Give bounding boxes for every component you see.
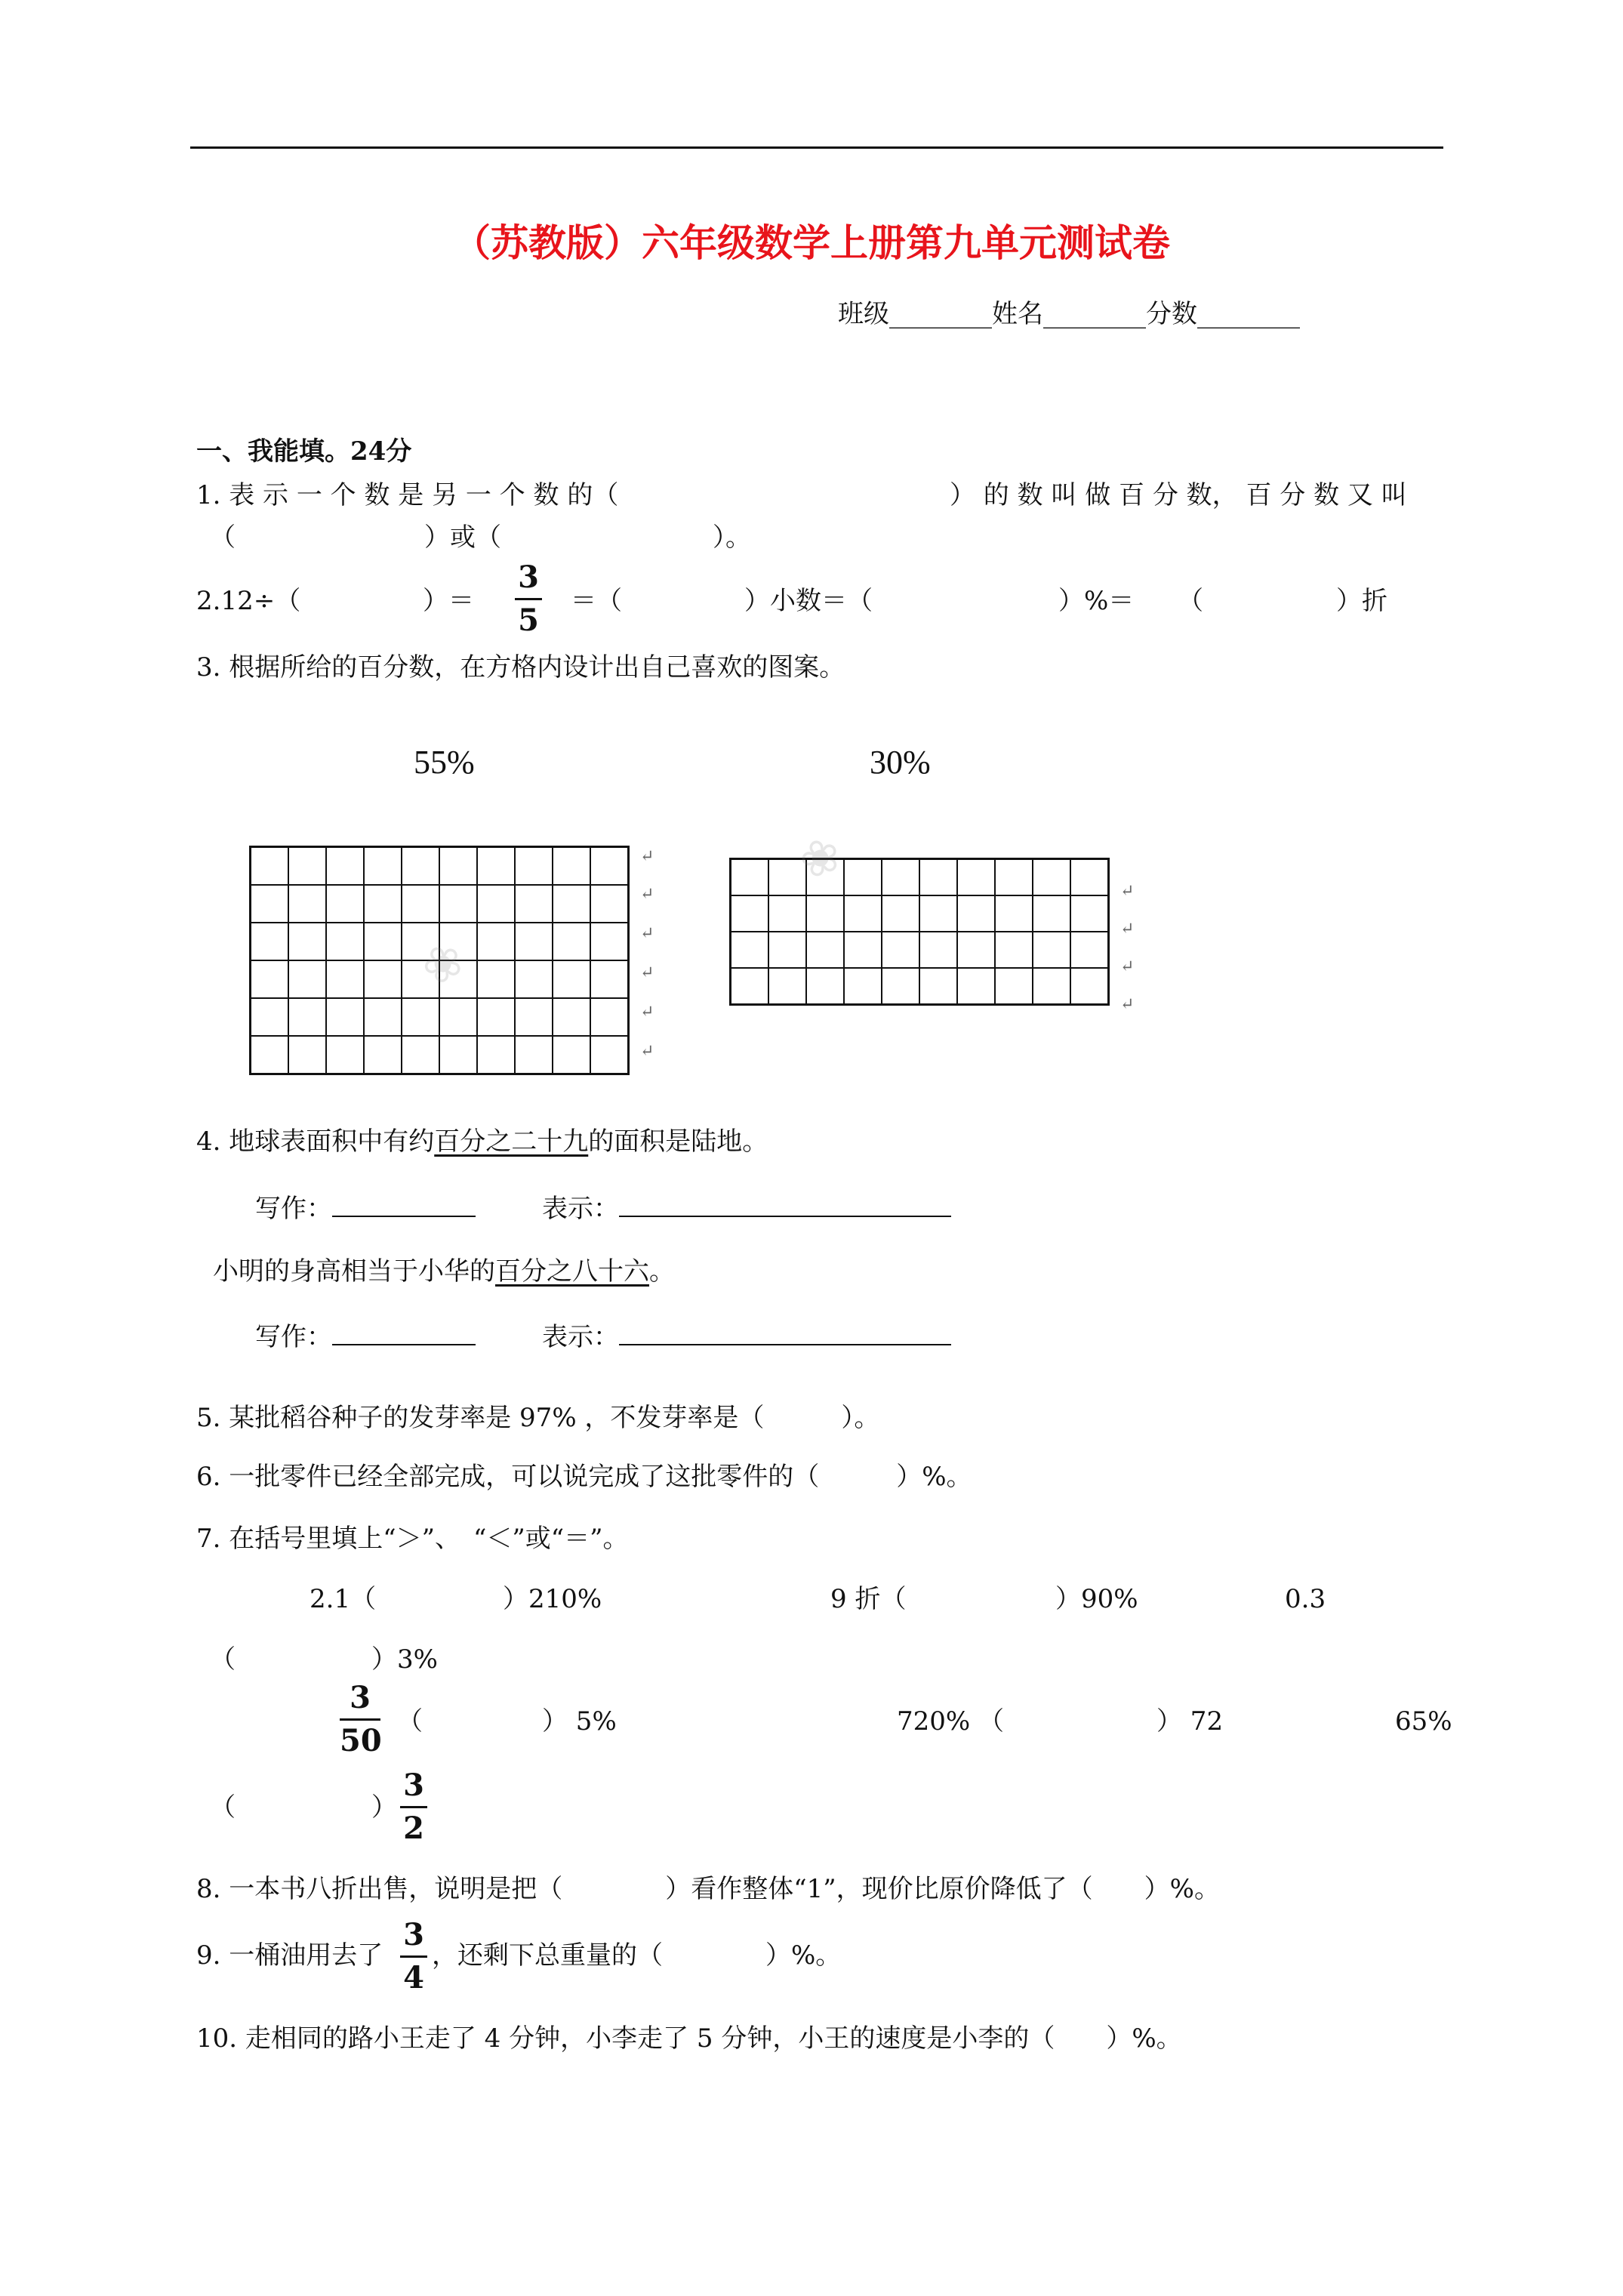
grid-cell[interactable] bbox=[806, 895, 844, 932]
grid-cell[interactable] bbox=[477, 1036, 515, 1074]
q2-fraction-numerator: 3 bbox=[518, 559, 539, 595]
return-mark: ↵ bbox=[640, 1042, 654, 1061]
grid-cell[interactable] bbox=[590, 923, 629, 960]
fraction-bar bbox=[515, 598, 542, 600]
grid-cell[interactable] bbox=[515, 885, 553, 923]
grid-cell[interactable] bbox=[882, 968, 919, 1005]
grid-row bbox=[251, 998, 629, 1036]
q7-r3-e: 65% bbox=[1395, 1706, 1452, 1737]
grid-cell[interactable] bbox=[553, 885, 590, 923]
q2-g: ）折 bbox=[1336, 586, 1387, 616]
grid-cell[interactable] bbox=[515, 847, 553, 886]
grid-cell[interactable] bbox=[768, 932, 806, 968]
grid-cell[interactable] bbox=[402, 998, 439, 1036]
q4-b-pre: 小明的身高相当于小华的 bbox=[213, 1256, 495, 1287]
grid-cell[interactable] bbox=[326, 923, 364, 960]
grid-cell[interactable] bbox=[364, 847, 402, 886]
fraction-bar bbox=[340, 1718, 380, 1721]
q4-b-underlined: 百分之八十六 bbox=[495, 1256, 649, 1287]
grid-cell[interactable] bbox=[326, 1036, 364, 1074]
q9-fraction bbox=[400, 1918, 427, 1996]
q4-b-post: 。 bbox=[649, 1256, 675, 1287]
grid-cell[interactable] bbox=[957, 968, 995, 1005]
q7-r4-fraction-numerator: 3 bbox=[403, 1767, 424, 1803]
grid-cell[interactable] bbox=[553, 847, 590, 886]
grid1-label: 55% bbox=[414, 744, 475, 781]
q7-r3-b: ） 5% bbox=[542, 1706, 617, 1737]
q4-a-pre: 4. 地球表面积中有约 bbox=[196, 1126, 435, 1157]
grid-cell[interactable] bbox=[402, 847, 439, 886]
q4-b-write-blank[interactable] bbox=[332, 1321, 476, 1345]
header-fields: 班级________姓名________分数________ bbox=[838, 299, 1300, 329]
return-mark: ↵ bbox=[640, 885, 654, 904]
grid-cell[interactable] bbox=[995, 895, 1033, 932]
q2-fraction bbox=[515, 560, 542, 638]
grid-cell[interactable] bbox=[288, 885, 326, 923]
q3-text: 3. 根据所给的百分数，在方格内设计出自己喜欢的图案。 bbox=[196, 652, 845, 683]
grid-cell[interactable] bbox=[919, 895, 957, 932]
q1-line1-b: ） 的 数 叫 做 百 分 数， 百 分 数 又 叫 bbox=[950, 480, 1407, 510]
q7-r4-a: （ bbox=[210, 1792, 236, 1823]
grid-cell[interactable] bbox=[957, 895, 995, 932]
q7-r2-a: （ bbox=[210, 1644, 236, 1675]
grid-cell[interactable] bbox=[995, 968, 1033, 1005]
grid-cell[interactable] bbox=[844, 895, 882, 932]
q2-d: ）小数＝（ bbox=[744, 586, 873, 616]
grid-cell[interactable] bbox=[439, 847, 477, 886]
q9-pre: 9. 一桶油用去了 bbox=[196, 1940, 383, 1971]
return-mark: ↵ bbox=[1120, 957, 1135, 976]
grid-row bbox=[731, 968, 1109, 1005]
grid-cell[interactable] bbox=[806, 932, 844, 968]
grid-cell[interactable] bbox=[995, 932, 1033, 968]
grid-cell[interactable] bbox=[995, 859, 1033, 896]
percent-grid-30[interactable] bbox=[729, 858, 1110, 1006]
q4-a-show-blank[interactable] bbox=[619, 1193, 951, 1217]
grid-cell[interactable] bbox=[515, 960, 553, 998]
grid-cell[interactable] bbox=[477, 998, 515, 1036]
q2-a: 2.12÷（ bbox=[196, 586, 301, 616]
grid-cell[interactable] bbox=[251, 885, 289, 923]
grid-cell[interactable] bbox=[731, 859, 769, 896]
top-rule bbox=[190, 146, 1443, 149]
grid-cell[interactable] bbox=[288, 1036, 326, 1074]
section-heading: 一、我能填。24分 bbox=[196, 436, 412, 467]
q9-post: ，还剩下总重量的（ ）%。 bbox=[432, 1940, 842, 1971]
grid-cell[interactable] bbox=[590, 847, 629, 886]
q7-r3-d: ） 72 bbox=[1156, 1706, 1224, 1737]
q7-r2-b: ）3% bbox=[371, 1644, 438, 1675]
return-mark: ↵ bbox=[640, 963, 654, 982]
grid-cell[interactable] bbox=[919, 859, 957, 896]
grid-cell[interactable] bbox=[288, 923, 326, 960]
grid-row bbox=[251, 885, 629, 923]
grid-cell[interactable] bbox=[844, 859, 882, 896]
return-mark: ↵ bbox=[640, 924, 654, 943]
grid-cell[interactable] bbox=[515, 998, 553, 1036]
watermark-logo: ❀ bbox=[791, 825, 849, 892]
grid-cell[interactable] bbox=[251, 923, 289, 960]
grid-cell[interactable] bbox=[1033, 968, 1070, 1005]
grid-row bbox=[731, 895, 1109, 932]
grid-cell[interactable] bbox=[251, 960, 289, 998]
q2-b: ）＝ bbox=[423, 586, 474, 616]
grid-cell[interactable] bbox=[364, 923, 402, 960]
grid-cell[interactable] bbox=[590, 885, 629, 923]
grid-cell[interactable] bbox=[1033, 895, 1070, 932]
q7-r1-d: ）90% bbox=[1055, 1584, 1138, 1614]
q7-r1-e: 0.3 bbox=[1285, 1584, 1326, 1614]
q4-line-b bbox=[213, 1256, 675, 1287]
grid-cell[interactable] bbox=[515, 1036, 553, 1074]
grid-cell[interactable] bbox=[1070, 932, 1109, 968]
return-mark: ↵ bbox=[640, 1003, 654, 1022]
grid-row bbox=[731, 859, 1109, 896]
grid-cell[interactable] bbox=[477, 885, 515, 923]
q7-r3-a: （ bbox=[397, 1706, 423, 1737]
grid-cell[interactable] bbox=[251, 1036, 289, 1074]
q1-line1-a: 1. 表 示 一 个 数 是 另 一 个 数 的（ bbox=[196, 480, 619, 510]
grid-cell[interactable] bbox=[957, 932, 995, 968]
grid-cell[interactable] bbox=[477, 923, 515, 960]
grid-cell[interactable] bbox=[364, 885, 402, 923]
grid-row bbox=[251, 847, 629, 886]
grid-cell[interactable] bbox=[768, 968, 806, 1005]
grid-cell[interactable] bbox=[844, 968, 882, 1005]
grid-cell[interactable] bbox=[553, 998, 590, 1036]
q4-write-label: 写作： bbox=[255, 1194, 332, 1224]
q1-line2-b: ）或（ bbox=[424, 522, 501, 553]
q2-f: （ bbox=[1178, 586, 1203, 616]
q8-text: 8. 一本书八折出售，说明是把（ ）看作整体“1”，现价比原价降低了（ ）%。 bbox=[196, 1874, 1220, 1904]
grid-row bbox=[251, 1036, 629, 1074]
q7-r1-c: 9 折（ bbox=[830, 1584, 907, 1614]
q4-a-show-row bbox=[542, 1193, 951, 1224]
grid-cell[interactable] bbox=[768, 895, 806, 932]
grid-cell[interactable] bbox=[288, 998, 326, 1036]
q4-b-show-blank[interactable] bbox=[619, 1321, 951, 1345]
q7-r3-fraction bbox=[340, 1681, 380, 1758]
q7-r4-fraction bbox=[400, 1768, 427, 1846]
q6-text: 6. 一批零件已经全部完成，可以说完成了这批零件的（ ）%。 bbox=[196, 1462, 972, 1492]
fraction-bar bbox=[400, 1806, 427, 1808]
q1-line2-a: （ bbox=[210, 522, 236, 553]
grid-cell[interactable] bbox=[288, 847, 326, 886]
grid-cell[interactable] bbox=[882, 859, 919, 896]
grid-cell[interactable] bbox=[326, 960, 364, 998]
grid-cell[interactable] bbox=[364, 998, 402, 1036]
q2-fraction-denominator: 5 bbox=[518, 603, 539, 638]
grid-cell[interactable] bbox=[402, 1036, 439, 1074]
grid-cell[interactable] bbox=[364, 960, 402, 998]
grid-cell[interactable] bbox=[326, 885, 364, 923]
grid-cell[interactable] bbox=[590, 1036, 629, 1074]
q9-fraction-numerator: 3 bbox=[403, 1917, 424, 1952]
grid-cell[interactable] bbox=[439, 1036, 477, 1074]
q5-text: 5. 某批稻谷种子的发芽率是 97% ，不发芽率是（ ）。 bbox=[196, 1403, 880, 1433]
q4-a-underlined: 百分之二十九 bbox=[434, 1126, 589, 1157]
q7-text: 7. 在括号里填上“＞”、 “＜”或“＝”。 bbox=[196, 1524, 629, 1554]
grid-cell[interactable] bbox=[919, 968, 957, 1005]
grid-cell[interactable] bbox=[590, 960, 629, 998]
q7-r3-fraction-denominator: 50 bbox=[340, 1723, 382, 1758]
grid-cell[interactable] bbox=[439, 998, 477, 1036]
grid-cell[interactable] bbox=[477, 847, 515, 886]
q4-line-a bbox=[196, 1126, 768, 1157]
grid-cell[interactable] bbox=[1070, 895, 1109, 932]
q4-a-post: 的面积是陆地。 bbox=[588, 1126, 768, 1157]
grid-cell[interactable] bbox=[806, 968, 844, 1005]
grid-cell[interactable] bbox=[402, 885, 439, 923]
q10-text: 10. 走相同的路小王走了 4 分钟，小李走了 5 分钟，小王的速度是小李的（ ）%。 bbox=[196, 2023, 1182, 2054]
q7-r3-fraction-numerator: 3 bbox=[350, 1680, 371, 1715]
q4-b-show-row bbox=[542, 1321, 951, 1352]
grid-cell[interactable] bbox=[553, 960, 590, 998]
grid-cell[interactable] bbox=[1033, 859, 1070, 896]
grid-row bbox=[731, 932, 1109, 968]
q4-show-label: 表示： bbox=[542, 1322, 619, 1352]
q9-fraction-denominator: 4 bbox=[403, 1960, 424, 1996]
return-mark: ↵ bbox=[1120, 882, 1135, 901]
grid2-label: 30% bbox=[870, 744, 931, 781]
q7-r1-a: 2.1（ bbox=[310, 1584, 377, 1614]
grid-cell[interactable] bbox=[731, 895, 769, 932]
grid-cell[interactable] bbox=[364, 1036, 402, 1074]
grid-cell[interactable] bbox=[553, 923, 590, 960]
q7-r4-b: ） bbox=[371, 1792, 397, 1823]
q2-c: ＝（ bbox=[571, 586, 622, 616]
q7-r3-c: 720% （ bbox=[897, 1706, 1005, 1737]
grid-cell[interactable] bbox=[326, 998, 364, 1036]
grid-cell[interactable] bbox=[882, 932, 919, 968]
watermark-logo: ❀ bbox=[411, 929, 475, 999]
q4-a-write-blank[interactable] bbox=[332, 1193, 476, 1217]
fraction-bar bbox=[400, 1955, 427, 1958]
grid-cell[interactable] bbox=[731, 968, 769, 1005]
q2-e: ）%＝ bbox=[1058, 586, 1135, 616]
return-mark: ↵ bbox=[1120, 920, 1135, 938]
grid-cell[interactable] bbox=[553, 1036, 590, 1074]
grid-cell[interactable] bbox=[477, 960, 515, 998]
q7-r1-b: ）210% bbox=[503, 1584, 602, 1614]
q7-r4-fraction-denominator: 2 bbox=[403, 1811, 424, 1846]
grid-cell[interactable] bbox=[515, 923, 553, 960]
grid-cell[interactable] bbox=[251, 998, 289, 1036]
grid-cell[interactable] bbox=[1070, 968, 1109, 1005]
return-mark: ↵ bbox=[640, 847, 654, 866]
grid-cell[interactable] bbox=[1033, 932, 1070, 968]
grid-cell[interactable] bbox=[251, 847, 289, 886]
q1-line2-c: ）。 bbox=[713, 522, 751, 553]
grid-cell[interactable] bbox=[288, 960, 326, 998]
grid-cell[interactable] bbox=[326, 847, 364, 886]
return-mark: ↵ bbox=[1120, 995, 1135, 1014]
grid-cell[interactable] bbox=[844, 932, 882, 968]
grid-cell[interactable] bbox=[590, 998, 629, 1036]
grid-cell[interactable] bbox=[731, 932, 769, 968]
q4-b-write-row bbox=[255, 1321, 476, 1352]
page-title: （苏教版）六年级数学上册第九单元测试卷 bbox=[453, 221, 1170, 265]
q4-write-label: 写作： bbox=[255, 1322, 332, 1352]
q4-show-label: 表示： bbox=[542, 1194, 619, 1224]
grid-cell[interactable] bbox=[1070, 859, 1109, 896]
grid-cell[interactable] bbox=[439, 885, 477, 923]
q4-a-write-row bbox=[255, 1193, 476, 1224]
grid-cell[interactable] bbox=[957, 859, 995, 896]
grid-cell[interactable] bbox=[919, 932, 957, 968]
grid-cell[interactable] bbox=[882, 895, 919, 932]
